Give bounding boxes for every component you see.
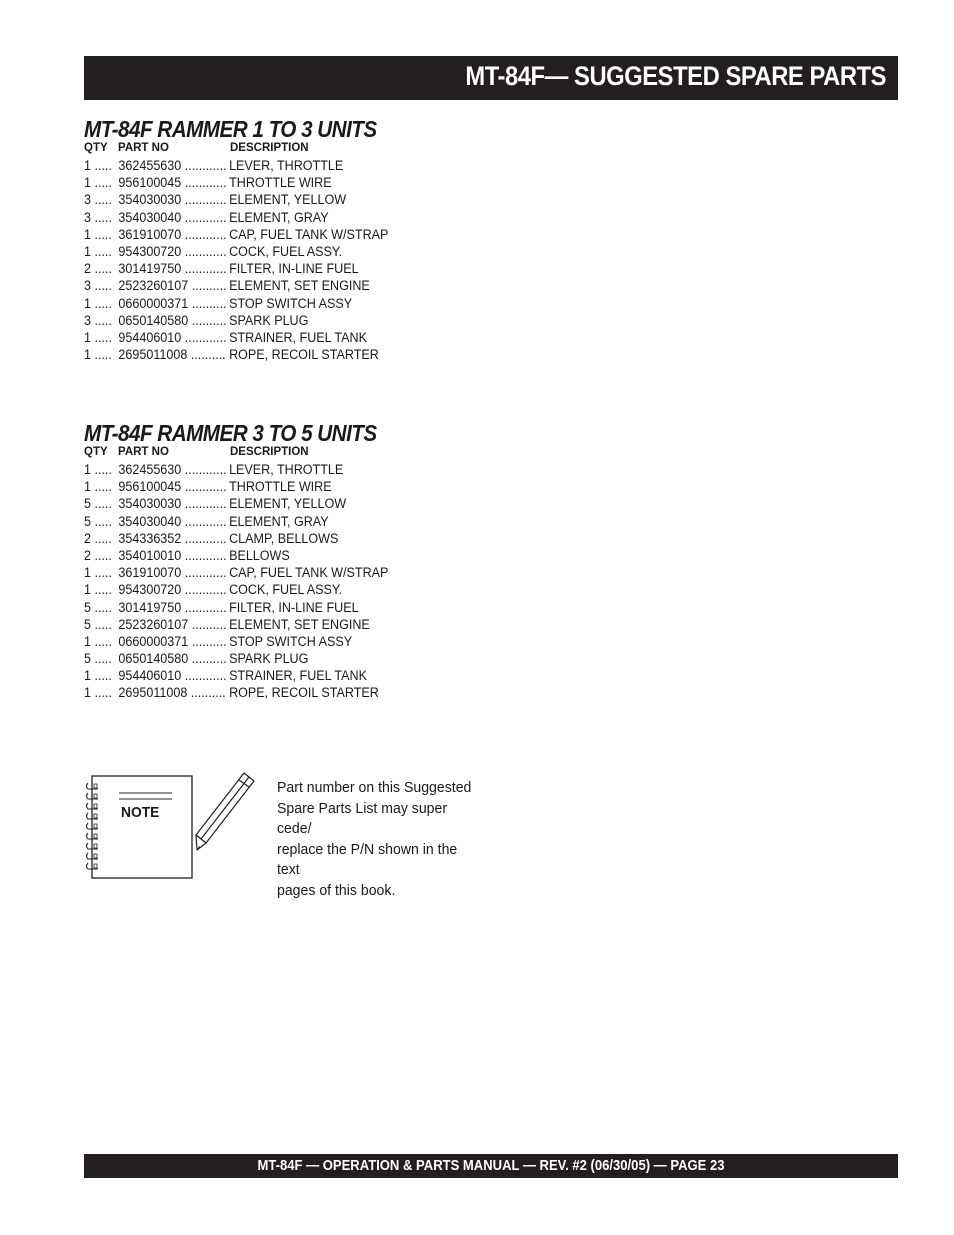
part-no-cell: 301419750 ............ bbox=[118, 261, 227, 277]
qty-cell: 3 ..... bbox=[84, 209, 112, 225]
qty-cell: 5 ..... bbox=[84, 616, 112, 632]
table-row bbox=[84, 312, 475, 329]
part-no-cell: 354030030 ............ bbox=[118, 192, 227, 208]
description-cell: LEVER, THROTTLE bbox=[229, 462, 344, 477]
qty-cell: 1 ..... bbox=[84, 329, 112, 345]
note-line: pages of this book. bbox=[277, 881, 396, 899]
page-footer-bar bbox=[84, 1154, 898, 1178]
page-header-bar bbox=[84, 56, 898, 100]
qty-cell: 2 ..... bbox=[84, 547, 112, 563]
part-no-cell: 354030040 ............ bbox=[118, 513, 227, 529]
note-line: replace the P/N shown in the text bbox=[277, 840, 458, 878]
column-header-description: DESCRIPTION bbox=[230, 142, 309, 154]
part-no-cell: 361910070 ............ bbox=[118, 226, 227, 242]
qty-cell: 5 ..... bbox=[84, 599, 112, 615]
part-no-cell: 954406010 ............ bbox=[118, 329, 227, 345]
column-header-part-no: PART NO bbox=[118, 446, 169, 458]
description-cell: BELLOWS bbox=[229, 547, 290, 563]
table-row bbox=[84, 547, 475, 564]
qty-cell: 1 ..... bbox=[84, 462, 112, 477]
description-cell: CLAMP, BELLOWS bbox=[229, 530, 339, 546]
qty-cell: 5 ..... bbox=[84, 496, 112, 512]
column-header-qty: QTY bbox=[84, 446, 108, 458]
table-row bbox=[84, 513, 475, 530]
qty-cell: 1 ..... bbox=[84, 685, 112, 701]
description-cell: FILTER, IN-LINE FUEL bbox=[229, 261, 359, 277]
qty-cell: 1 ..... bbox=[84, 633, 112, 649]
qty-cell: 1 ..... bbox=[84, 243, 112, 259]
table-row bbox=[84, 633, 475, 650]
qty-cell: 5 ..... bbox=[84, 651, 112, 667]
qty-cell: 5 ..... bbox=[84, 513, 112, 529]
description-cell: STOP SWITCH ASSY bbox=[229, 633, 353, 649]
description-cell: ELEMENT, SET ENGINE bbox=[229, 278, 370, 294]
parts-list bbox=[84, 461, 504, 702]
column-header-part-no: PART NO bbox=[118, 142, 169, 154]
table-row bbox=[84, 667, 475, 684]
description-cell: COCK, FUEL ASSY. bbox=[229, 243, 343, 259]
part-no-cell: 354030040 ............ bbox=[118, 209, 227, 225]
part-no-cell: 2523260107 .......... bbox=[118, 616, 227, 632]
section-1-to-3-units bbox=[84, 116, 504, 363]
part-no-cell: 2523260107 .......... bbox=[118, 278, 227, 294]
description-cell: THROTTLE WIRE bbox=[229, 175, 332, 191]
description-cell: ELEMENT, SET ENGINE bbox=[229, 616, 370, 632]
pencil-icon bbox=[192, 770, 262, 860]
part-no-cell: 2695011008 .......... bbox=[118, 685, 226, 701]
note-text bbox=[277, 778, 479, 901]
qty-cell: 1 ..... bbox=[84, 479, 112, 495]
qty-cell: 3 ..... bbox=[84, 278, 112, 294]
qty-cell: 1 ..... bbox=[84, 295, 112, 311]
qty-cell: 1 ..... bbox=[84, 565, 112, 581]
column-headers bbox=[84, 142, 504, 157]
description-cell: CAP, FUEL TANK W/STRAP bbox=[229, 565, 389, 581]
description-cell: ROPE, RECOIL STARTER bbox=[229, 347, 379, 363]
description-cell: STRAINER, FUEL TANK bbox=[229, 668, 367, 684]
qty-cell: 1 ..... bbox=[84, 175, 112, 191]
section-title: MT-84F RAMMER 3 TO 5 UNITS bbox=[84, 420, 377, 446]
note-label: NOTE bbox=[121, 804, 160, 821]
table-row bbox=[84, 684, 475, 701]
qty-cell: 1 ..... bbox=[84, 668, 112, 684]
part-no-cell: 954300720 ............ bbox=[118, 243, 227, 259]
table-row bbox=[84, 174, 475, 191]
part-no-cell: 954406010 ............ bbox=[118, 668, 227, 684]
qty-cell: 2 ..... bbox=[84, 530, 112, 546]
part-no-cell: 354336352 ............ bbox=[118, 530, 227, 546]
part-no-cell: 2695011008 .......... bbox=[118, 347, 226, 363]
section-title: MT-84F RAMMER 1 TO 3 UNITS bbox=[84, 116, 377, 142]
qty-cell: 1 ..... bbox=[84, 226, 112, 242]
part-no-cell: 954300720 ............ bbox=[118, 582, 227, 598]
footer-text: MT-84F — OPERATION & PARTS MANUAL — REV. #2 (06/30/05) — PAGE 23 bbox=[257, 1158, 725, 1174]
description-cell: ELEMENT, YELLOW bbox=[229, 192, 347, 208]
note-line: Part number on this Suggested bbox=[277, 779, 472, 796]
table-row bbox=[84, 461, 475, 478]
table-row bbox=[84, 191, 475, 208]
qty-cell: 1 ..... bbox=[84, 158, 112, 173]
part-no-cell: 362455630 ............ bbox=[118, 462, 227, 477]
part-no-cell: 362455630 ............ bbox=[118, 158, 227, 173]
table-row bbox=[84, 209, 475, 226]
table-row bbox=[84, 329, 475, 346]
table-row bbox=[84, 616, 475, 633]
table-row bbox=[84, 157, 475, 174]
column-header-description: DESCRIPTION bbox=[230, 446, 309, 458]
note-box bbox=[84, 768, 504, 899]
description-cell: COCK, FUEL ASSY. bbox=[229, 582, 343, 598]
description-cell: LEVER, THROTTLE bbox=[229, 158, 344, 173]
description-cell: ELEMENT, GRAY bbox=[229, 513, 329, 529]
description-cell: ELEMENT, YELLOW bbox=[229, 496, 347, 512]
table-row bbox=[84, 599, 475, 616]
table-row bbox=[84, 564, 475, 581]
table-row bbox=[84, 277, 475, 294]
qty-cell: 3 ..... bbox=[84, 312, 112, 328]
parts-list bbox=[84, 157, 504, 363]
description-cell: ELEMENT, GRAY bbox=[229, 209, 329, 225]
table-row bbox=[84, 581, 475, 598]
description-cell: CAP, FUEL TANK W/STRAP bbox=[229, 226, 389, 242]
table-row bbox=[84, 650, 475, 667]
table-row bbox=[84, 346, 475, 363]
table-row bbox=[84, 243, 475, 260]
qty-cell: 2 ..... bbox=[84, 261, 112, 277]
part-no-cell: 0650140580 .......... bbox=[118, 312, 227, 328]
description-cell: ROPE, RECOIL STARTER bbox=[229, 685, 379, 701]
part-no-cell: 354010010 ............ bbox=[118, 547, 227, 563]
part-no-cell: 0660000371 .......... bbox=[118, 633, 227, 649]
column-headers bbox=[84, 446, 504, 461]
description-cell: THROTTLE WIRE bbox=[229, 479, 332, 495]
part-no-cell: 956100045 ............ bbox=[118, 479, 227, 495]
table-row bbox=[84, 260, 475, 277]
part-no-cell: 0650140580 .......... bbox=[118, 651, 227, 667]
table-row bbox=[84, 495, 475, 512]
section-3-to-5-units bbox=[84, 420, 504, 702]
qty-cell: 3 ..... bbox=[84, 192, 112, 208]
description-cell: FILTER, IN-LINE FUEL bbox=[229, 599, 359, 615]
table-row bbox=[84, 478, 475, 495]
table-row bbox=[84, 226, 475, 243]
table-row bbox=[84, 295, 475, 312]
part-no-cell: 956100045 ............ bbox=[118, 175, 227, 191]
table-row bbox=[84, 530, 475, 547]
note-line: Spare Parts List may super cede/ bbox=[277, 799, 448, 837]
qty-cell: 1 ..... bbox=[84, 347, 112, 363]
part-no-cell: 354030030 ............ bbox=[118, 496, 227, 512]
description-cell: STOP SWITCH ASSY bbox=[229, 295, 353, 311]
part-no-cell: 0660000371 .......... bbox=[118, 295, 227, 311]
description-cell: SPARK PLUG bbox=[229, 651, 309, 667]
part-no-cell: 361910070 ............ bbox=[118, 565, 227, 581]
column-header-qty: QTY bbox=[84, 142, 108, 154]
page-title: MT-84F— SUGGESTED SPARE PARTS bbox=[465, 61, 886, 91]
description-cell: STRAINER, FUEL TANK bbox=[229, 329, 367, 345]
part-no-cell: 301419750 ............ bbox=[118, 599, 227, 615]
qty-cell: 1 ..... bbox=[84, 582, 112, 598]
description-cell: SPARK PLUG bbox=[229, 312, 309, 328]
